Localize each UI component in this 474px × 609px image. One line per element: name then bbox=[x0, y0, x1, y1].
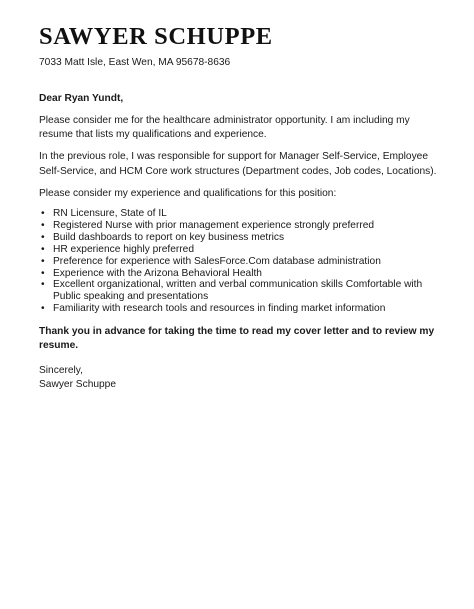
experience-paragraph: In the previous role, I was responsible for support for Manager Self-Service, Employee Self-Service, and HCM Core work structures (Department codes, Job codes, Locations). bbox=[39, 151, 437, 177]
qualifications-intro: Please consider my experience and qualifications for this position: bbox=[39, 187, 337, 199]
list-item-text: HR experience highly preferred bbox=[53, 243, 194, 255]
list-item-text: Familiarity with research tools and resources in finding market information bbox=[53, 303, 386, 315]
bullet-icon: • bbox=[41, 208, 45, 220]
list-item bbox=[39, 279, 439, 303]
cover-letter-page bbox=[39, 22, 439, 392]
bullet-icon: • bbox=[41, 279, 45, 291]
bullet-icon: • bbox=[41, 267, 45, 279]
intro-paragraph: Please consider me for the healthcare administrator opportunity. I am including my resume that lists my qualifications and experience. bbox=[39, 115, 410, 141]
applicant-address: 7033 Matt Isle, East Wen, MA 95678-8636 bbox=[39, 57, 231, 68]
applicant-name: SAWYER SCHUPPE bbox=[39, 23, 273, 50]
bullet-icon: • bbox=[41, 255, 45, 267]
list-item-text: Experience with the Arizona Behavioral Health bbox=[53, 267, 262, 279]
list-item-text: Build dashboards to report on key business metrics bbox=[53, 231, 285, 243]
bullet-icon: • bbox=[41, 231, 45, 243]
list-item-text: Preference for experience with SalesForce.Com database administration bbox=[53, 255, 381, 267]
list-item bbox=[39, 208, 439, 220]
signature-name: Sawyer Schuppe bbox=[39, 378, 117, 390]
list-item bbox=[39, 256, 439, 268]
list-item bbox=[39, 244, 439, 256]
signoff-block bbox=[39, 364, 439, 392]
list-item bbox=[39, 232, 439, 244]
list-item-text: RN Licensure, State of IL bbox=[53, 208, 167, 220]
list-item bbox=[39, 220, 439, 232]
closing-statement: Thank you in advance for taking the time to read my cover letter and to review my resume. bbox=[39, 326, 435, 352]
list-item bbox=[39, 303, 439, 315]
list-item-text: Excellent organizational, written and verbal communication skills Comfortable with Public speaking and presentations bbox=[53, 279, 423, 303]
salutation: Dear Ryan Yundt, bbox=[39, 93, 124, 104]
list-item-text: Registered Nurse with prior management experience strongly preferred bbox=[53, 219, 375, 231]
signoff: Sincerely, bbox=[39, 364, 83, 376]
list-item bbox=[39, 268, 439, 280]
bullet-icon: • bbox=[41, 303, 45, 315]
bullet-icon: • bbox=[41, 219, 45, 231]
qualifications-list bbox=[39, 208, 439, 315]
bullet-icon: • bbox=[41, 243, 45, 255]
